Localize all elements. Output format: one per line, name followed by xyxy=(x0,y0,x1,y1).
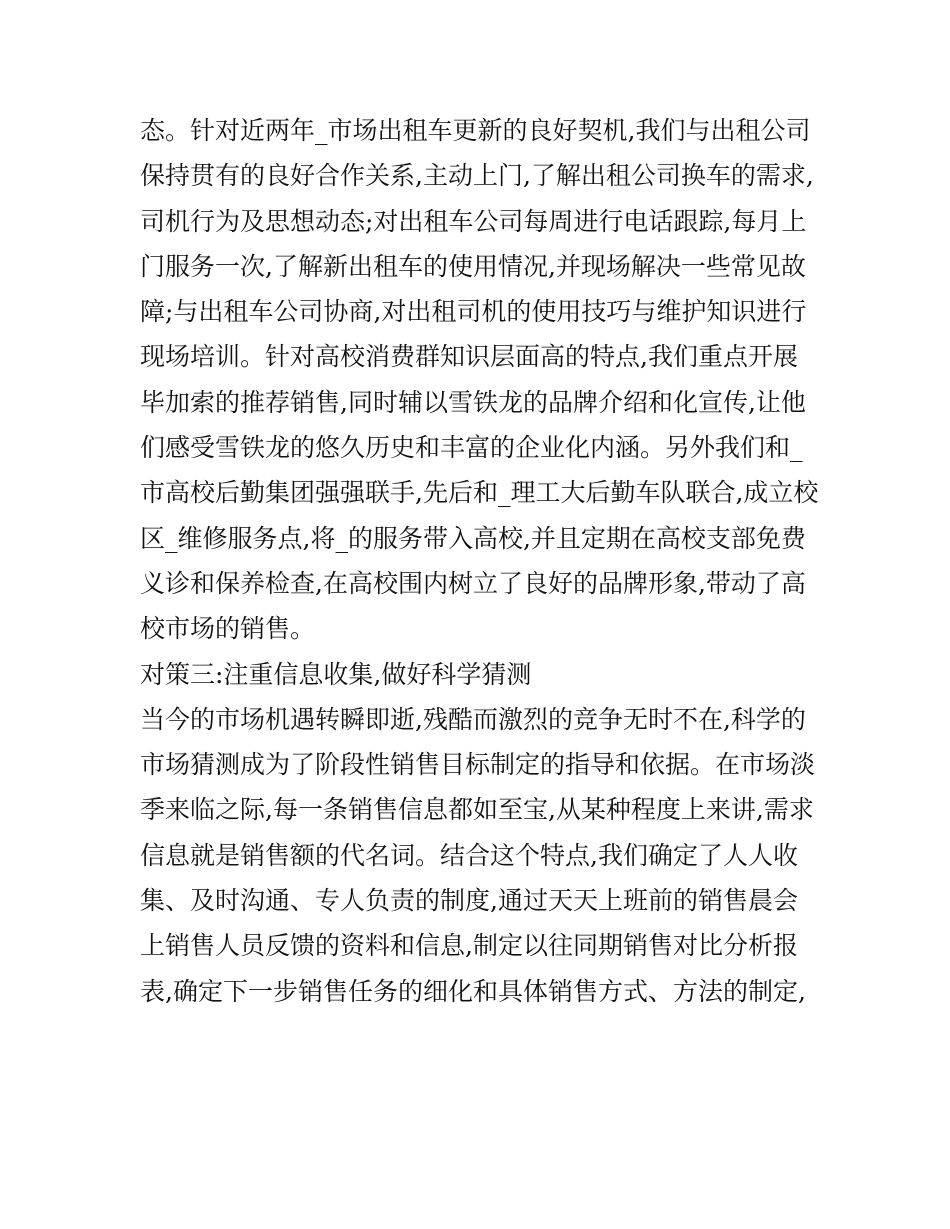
text-line: 校市场的销售。 xyxy=(140,614,316,644)
document-body-text xyxy=(140,108,830,1014)
text-line: 障;与出租车公司协商,对出租司机的使用技巧与维护知识进行 xyxy=(140,297,807,327)
text-line: 门服务一次,了解新出租车的使用情况,并现场解决一些常见故 xyxy=(140,251,806,281)
text-line: 毕加索的推荐销售,同时辅以雪铁龙的品牌介绍和化宣传,让他 xyxy=(140,387,806,417)
text-line: 季来临之际,每一条销售信息都如至宝,从某种程度上来讲,需求 xyxy=(140,795,814,825)
text-line: 义诊和保养检查,在高校围内树立了良好的品牌形象,带动了高 xyxy=(140,568,806,598)
text-line: 信息就是销售额的代名词。结合这个特点,我们确定了人人收 xyxy=(140,840,798,870)
text-line: 们感受雪铁龙的悠久历史和丰富的企业化内涵。另外我们和_ xyxy=(140,433,803,463)
text-line: 区_维修服务点,将_的服务带入高校,并且定期在高校支部免费 xyxy=(140,523,806,553)
text-line: 当今的市场机遇转瞬即逝,残酷而激烈的竞争无时不在,科学的 xyxy=(140,704,806,734)
text-line: 司机行为及思想动态;对出租车公司每周进行电话跟踪,每月上 xyxy=(140,206,807,236)
text-line: 集、及时沟通、专人负责的制度,通过天天上班前的销售晨会 xyxy=(140,886,798,916)
section-heading: 对策三:注重信息收集,做好科学猜测 xyxy=(140,659,532,689)
text-line: 态。针对近两年_市场出租车更新的良好契机,我们与出租公司 xyxy=(140,116,811,145)
text-line: 市高校后勤集团强强联手,先后和_理工大后勤车队联合,成立校 xyxy=(140,478,819,508)
text-line: 市场猜测成为了阶段性销售目标制定的指导和依据。在市场淡 xyxy=(140,750,816,780)
text-line: 上销售人员反馈的资料和信息,制定以往同期销售对比分析报 xyxy=(140,931,798,961)
text-line: 保持贯有的良好合作关系,主动上门,了解出租公司换车的需求, xyxy=(140,161,814,191)
text-line: 现场培训。针对高校消费群知识层面高的特点,我们重点开展 xyxy=(140,342,798,372)
text-line: 表,确定下一步销售任务的细化和具体销售方式、方法的制定, xyxy=(140,976,806,1006)
